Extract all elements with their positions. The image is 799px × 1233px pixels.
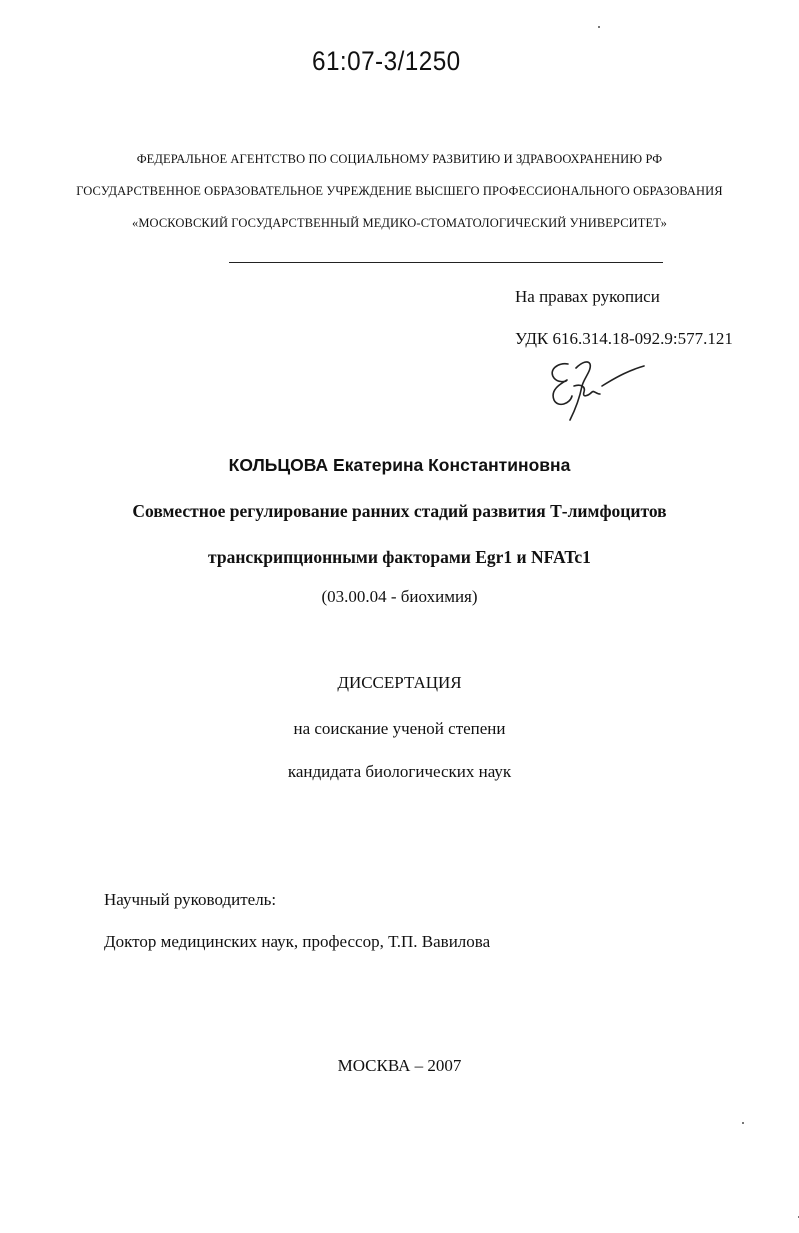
organization-line-university: «МОСКОВСКИЙ ГОСУДАРСТВЕННЫЙ МЕДИКО-СТОМАТОЛОГИЧЕСКИЙ УНИВЕРСИТЕТ» <box>131 216 667 230</box>
supervisor-name: Доктор медицинских наук, профессор, Т.П. Вавилова <box>104 932 491 951</box>
specialty-code: (03.00.04 - биохимия) <box>321 587 478 606</box>
document-type: ДИССЕРТАЦИЯ <box>337 673 462 692</box>
dissertation-title-line-2: транскрипционными факторами Egr1 и NFATc1 <box>208 547 591 567</box>
scan-speck <box>598 26 600 28</box>
scan-speck <box>742 1122 744 1124</box>
archive-stamp-code: 61:07-3/1250 <box>312 46 461 76</box>
degree-line-1: на соискание ученой степени <box>293 719 506 738</box>
udk-code: УДК 616.314.18-092.9:577.121 <box>515 329 733 348</box>
author-name: КОЛЬЦОВА Екатерина Константиновна <box>228 455 571 475</box>
handwritten-signature <box>540 356 650 426</box>
city-year: МОСКВА – 2007 <box>337 1056 462 1075</box>
manuscript-rights-note: На правах рукописи <box>515 287 660 306</box>
organization-line-institution: ГОСУДАРСТВЕННОЕ ОБРАЗОВАТЕЛЬНОЕ УЧРЕЖДЕНИЕ ВЫСШЕГО ПРОФЕССИОНАЛЬНОГО ОБРАЗОВАНИЯ <box>76 184 723 198</box>
header-divider <box>229 262 663 263</box>
degree-line-2: кандидата биологических наук <box>287 762 512 781</box>
dissertation-title-line-1: Совместное регулирование ранних стадий развития Т-лимфоцитов <box>132 501 667 521</box>
organization-line-agency: ФЕДЕРАЛЬНОЕ АГЕНТСТВО ПО СОЦИАЛЬНОМУ РАЗВИТИЮ И ЗДРАВООХРАНЕНИЮ РФ <box>136 152 663 166</box>
supervisor-label: Научный руководитель: <box>104 890 277 909</box>
